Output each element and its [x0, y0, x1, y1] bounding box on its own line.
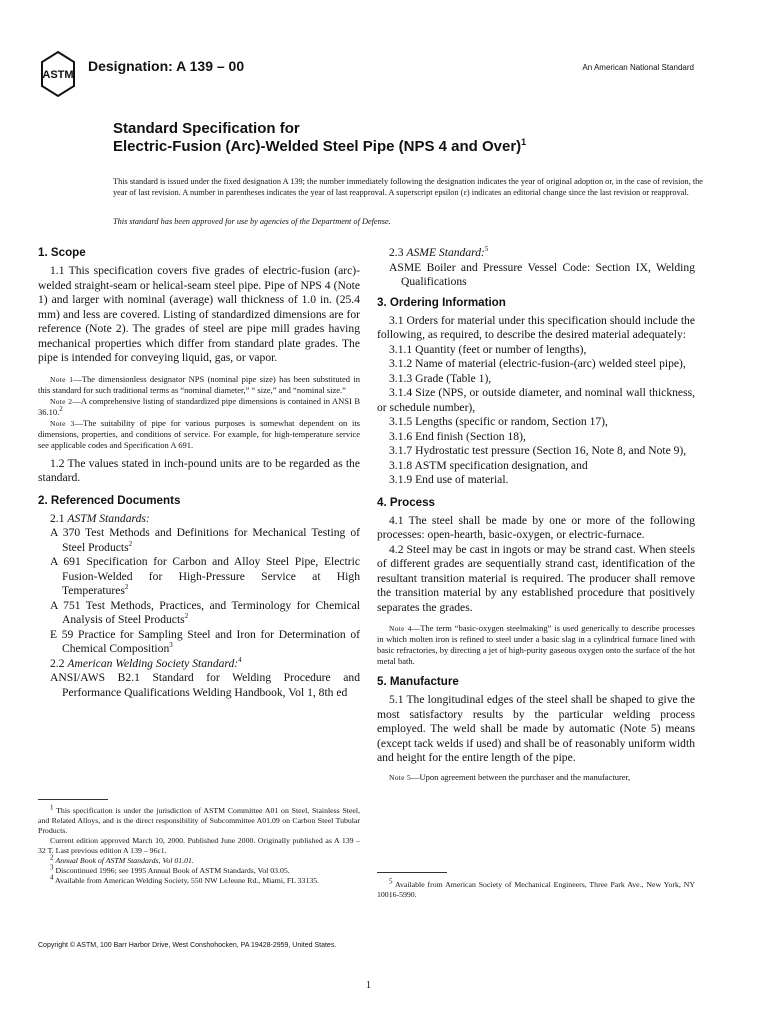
footnote-2: $^2$ Annual Book of ASTM Standards, Vol 01.01. — [50, 853, 194, 865]
order-item: 3.1.2 Name of material (electric-fusion-(arc) welded steel pipe), — [389, 357, 686, 370]
ref-a691: A 691 Specification for Carbon and Alloy Steel Pipe, Electric Fusion-Welded for High-Pressure Service at High Temperatures$^2$ — [50, 555, 360, 597]
footnote-1: $^1$ This specification is under the jurisdiction of ASTM Committee A01 on Steel, Stainless Steel, and Related Alloys, and is the direct responsibility of Subcommittee A01.09 on Carbon Steel Tubular Products. — [38, 803, 361, 835]
para-3-1: 3.1 Orders for material under this specification should include the following, as required, to describe the desired material adequately: — [377, 313, 695, 341]
dod-approval: This standard has been approved for use by agencies of the Department of Defense. — [113, 217, 391, 226]
para-2-3: 2.3 ASME Standard:$^5$ — [389, 245, 489, 259]
astm-logo — [38, 50, 78, 98]
right-column — [377, 246, 695, 783]
footnote-5: $^5$ Available from American Society of Mechanical Engineers, Three Park Ave., New York, NY 10016-5990. — [377, 877, 695, 899]
section-referenced-docs-heading: 2. Referenced Documents — [38, 493, 181, 507]
ref-asme: ASME Boiler and Pressure Vessel Code: Section IX, Welding Qualifications — [389, 260, 695, 288]
designation: Designation: A 139 – 00 — [88, 58, 245, 74]
para-2-2: 2.2 American Welding Society Standard:$^4$ — [50, 655, 242, 670]
order-item: 3.1.9 End use of material. — [389, 473, 509, 486]
svg-text:ASTM: ASTM — [42, 69, 74, 81]
order-item: 3.1.4 Size (NPS, or outside diameter, and nominal wall thickness, or schedule number), — [377, 386, 695, 414]
order-item: 3.1.8 ASTM specification designation, and — [389, 458, 588, 472]
order-item: 3.1.3 Grade (Table 1), — [389, 371, 492, 385]
order-item: 3.1.6 End finish (Section 18), — [389, 429, 526, 443]
note-1: Note 1—The dimensionless designator NPS (nominal pipe size) has been substituted in this standard for such traditional terms as “nominal diameter,” “ size,” and “nominal size.” — [38, 373, 360, 395]
order-item: 3.1.1 Quantity (feet or number of lengths), — [389, 342, 587, 356]
para-1-1: 1.1 This specification covers five grades of electric-fusion (arc)-welded straight-seam or helical-seam steel pipe. Pipe of NPS 4 (Note 1) and larger with nominal (average) wall thickness of 1.0 in. (25.4 mm) and less are covered. Listing of standardized dimensions are for reference (Note 2). The grades of steel are pipe mill grades having mechanical properties which differ from standard plate grades. The pipe is intended for conveying liquid, gas, or vapor. — [38, 264, 360, 364]
footnote-3: $^3$ Discontinued 1996; see 1995 Annual Book of ASTM Standards, Vol 03.05. — [50, 863, 290, 875]
ref-e59: E 59 Practice for Sampling Steel and Iron for Determination of Chemical Composition$^3$ — [50, 627, 360, 655]
section-process-heading: 4. Process — [377, 495, 436, 509]
para-1-2: 1.2 The values stated in inch-pound units are to be regarded as the standard. — [38, 456, 360, 484]
issue-statement: This standard is issued under the fixed designation A 139; the number immediately following the designation indicates the year of original adoption or, in the case of revision, the year of last revision. A number in parentheses indicates the year of last reapproval. A superscript epsilon (ε) indicates an editorial change since the last revision or reapproval. — [113, 177, 703, 197]
footnotes-right — [377, 877, 695, 900]
page-number: 1 — [366, 980, 371, 991]
note-5: Note 5—Upon agreement between the purchaser and the manufacturer, — [389, 771, 631, 782]
section-scope-heading: 1. Scope — [38, 246, 86, 259]
footnote-rule-left — [38, 799, 108, 800]
para-2-1: 2.1 ASTM Standards: — [50, 511, 150, 525]
note-3: Note 3—The suitability of pipe for various purposes is somewhat dependent on its dimensions, properties, and conditions of service. For example, for high-temperature service see applicable codes and Specification A 691. — [38, 417, 360, 450]
ref-a751: A 751 Test Methods, Practices, and Terminology for Chemical Analysis of Steel Products$^2$ — [50, 598, 360, 626]
title-line-1: Standard Specification for — [113, 120, 300, 137]
para-5-1: 5.1 The longitudinal edges of the steel shall be shaped to give the most satisfactory results by the particular welding process employed. The weld shall be made by automatic (Note 5) means (except tack welds if used) and shall be of reasonably uniform width and height for the entire length of the pipe. — [377, 693, 695, 764]
section-ordering-heading: 3. Ordering Information — [377, 295, 506, 309]
left-column — [38, 246, 360, 700]
para-4-2: 4.2 Steel may be cast in ingots or may be strand cast. When steels of different grades are sequentially strand cast, identification of the resultant transition material is required. The producer shall remove the transition material by any established procedure that positively separates the grades. — [377, 542, 695, 614]
footnotes-left — [38, 803, 361, 886]
copyright: Copyright © ASTM, 100 Barr Harbor Drive, West Conshohocken, PA 19428-2959, United States. — [38, 942, 337, 949]
order-item: 3.1.7 Hydrostatic test pressure (Section 16, Note 8, and Note 9), — [389, 444, 687, 457]
american-national-standard: An American National Standard — [582, 63, 694, 72]
footnote-1-cont: Current edition approved March 10, 2000. Published June 2000. Originally published as A 139 – 32 T. Last previous edition A 139 – 96ε1. — [38, 836, 360, 855]
order-item: 3.1.5 Lengths (specific or random, Section 17), — [389, 415, 608, 428]
title-line-2: Electric-Fusion (Arc)-Welded Steel Pipe (NPS 4 and Over)$^1$ — [113, 137, 527, 155]
note-2: Note 2—A comprehensive listing of standardized pipe dimensions is contained in ANSI B 36.10.$^2$ — [38, 395, 360, 417]
para-4-1: 4.1 The steel shall be made by one or more of the following processes: open-hearth, basic-oxygen, or electric-furnace. — [377, 513, 695, 541]
footnote-rule-right — [377, 872, 447, 873]
ref-aws: ANSI/AWS B2.1 Standard for Welding Procedure and Performance Qualifications Welding Handbook, Vol 1, 8th ed — [50, 671, 360, 699]
section-manufacture-heading: 5. Manufacture — [377, 675, 459, 688]
note-4: Note 4—The term “basic-oxygen steelmaking” is used generically to describe processes in which molten iron is refined to steel under a basic slag in a cylindrical furnace lined with basic refractories, by directing a jet of high-purity gaseous oxygen onto the surface of the hot metal bath. — [377, 623, 695, 666]
footnote-4: $^4$ Available from American Welding Society, 550 NW LeJeune Rd., Miami, FL 33135. — [50, 873, 320, 885]
ref-a370: A 370 Test Methods and Definitions for Mechanical Testing of Steel Products$^2$ — [50, 526, 360, 554]
